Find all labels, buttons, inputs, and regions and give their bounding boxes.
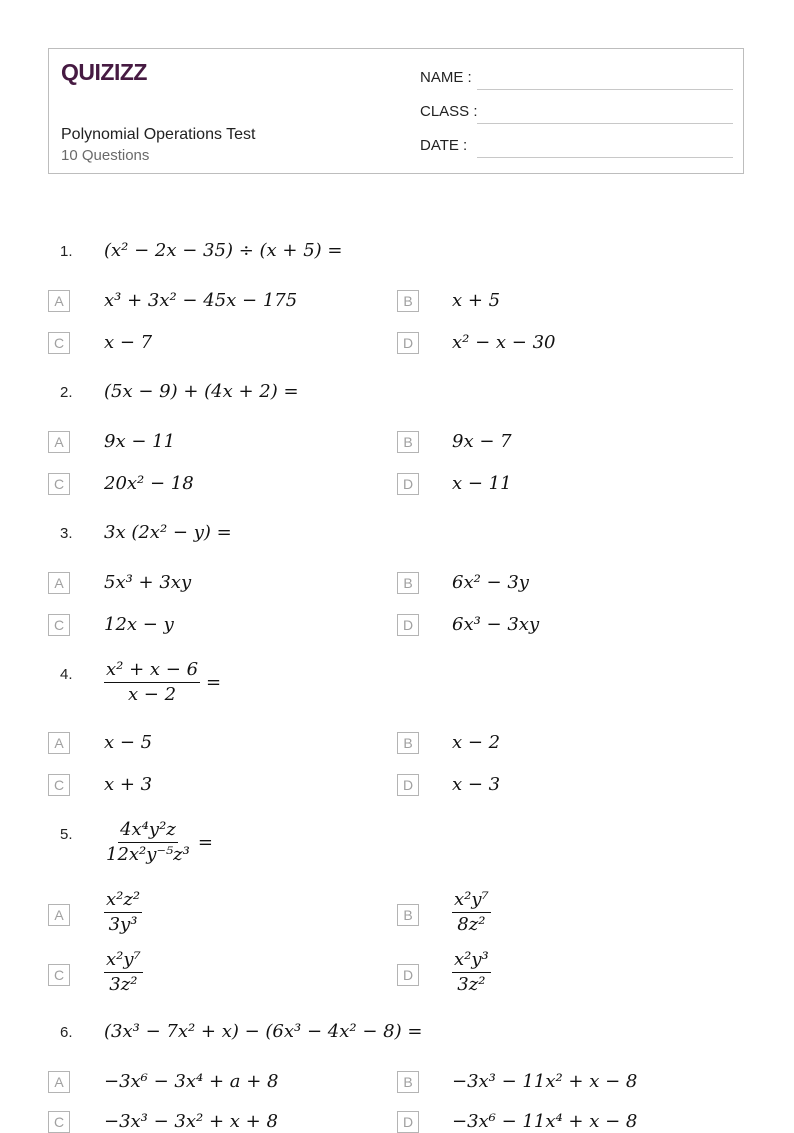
fraction: [452, 890, 491, 935]
svg-text:QUIZIZZ: QUIZIZZ: [61, 59, 147, 85]
question-text: (5x − 9) + (4x + 2) =: [104, 381, 299, 402]
fraction: [104, 890, 142, 935]
page-title: Polynomial Operations Test: [61, 126, 256, 143]
quizizz-logo: [61, 59, 153, 90]
option-letter-box[interactable]: C: [48, 774, 70, 796]
question-number: 3.: [60, 525, 73, 542]
denominator: 3z²: [457, 974, 486, 995]
option-text: x − 2: [452, 732, 501, 753]
fraction: [104, 950, 143, 995]
question-count: 10 Questions: [61, 147, 150, 164]
option-letter-box[interactable]: C: [48, 332, 70, 354]
question-number: 4.: [60, 666, 73, 683]
option-letter-box[interactable]: C: [48, 964, 70, 986]
option-text: 20x² − 18: [104, 473, 194, 494]
option-letter-box[interactable]: A: [48, 904, 70, 926]
option-letter-box[interactable]: B: [397, 904, 419, 926]
fraction: [104, 660, 200, 705]
option-letter-box[interactable]: D: [397, 614, 419, 636]
option-text: x + 3: [104, 774, 153, 795]
date-label: DATE :: [420, 137, 468, 154]
numerator: x²y⁷: [452, 890, 491, 913]
option-letter-box[interactable]: A: [48, 431, 70, 453]
option-text: [104, 950, 143, 995]
numerator: x²y³: [452, 950, 491, 973]
option-letter-box[interactable]: D: [397, 473, 419, 495]
option-letter-box[interactable]: A: [48, 732, 70, 754]
option-text: x − 11: [452, 473, 512, 494]
option-letter-box[interactable]: A: [48, 290, 70, 312]
option-text: −3x³ − 3x² + x + 8: [104, 1111, 278, 1132]
option-letter-box[interactable]: D: [397, 774, 419, 796]
class-field[interactable]: [477, 123, 733, 124]
option-letter-box[interactable]: C: [48, 614, 70, 636]
equals-sign: =: [206, 671, 222, 693]
option-text: [104, 890, 142, 935]
option-letter-box[interactable]: B: [397, 431, 419, 453]
option-letter-box[interactable]: A: [48, 572, 70, 594]
option-text: 9x − 11: [104, 431, 176, 452]
option-text: 12x − y: [104, 614, 174, 635]
question-text: [104, 660, 221, 705]
option-text: x + 5: [452, 290, 501, 311]
denominator: 3y³: [108, 914, 138, 935]
numerator: x² + x − 6: [104, 660, 200, 683]
option-letter-box[interactable]: D: [397, 1111, 419, 1133]
option-text: −3x⁶ − 3x⁴ + a + 8: [104, 1071, 279, 1092]
equals-sign: =: [197, 831, 213, 853]
option-letter-box[interactable]: D: [397, 964, 419, 986]
name-field[interactable]: [477, 89, 733, 90]
option-text: −3x⁶ − 11x⁴ + x − 8: [452, 1111, 638, 1132]
question-number: 2.: [60, 384, 73, 401]
question-text: [104, 820, 213, 865]
option-letter-box[interactable]: D: [397, 332, 419, 354]
fraction: [452, 950, 491, 995]
option-letter-box[interactable]: B: [397, 1071, 419, 1093]
question-text: 3x (2x² − y) =: [104, 522, 232, 543]
numerator: 4x⁴y²z: [118, 820, 178, 843]
question-text: (x² − 2x − 35) ÷ (x + 5) =: [104, 240, 343, 261]
denominator: 3z²: [109, 974, 138, 995]
worksheet-header: [48, 48, 744, 174]
numerator: x²y⁷: [104, 950, 143, 973]
option-text: 6x² − 3y: [452, 572, 529, 593]
option-text: x² − x − 30: [452, 332, 556, 353]
option-text: [452, 890, 491, 935]
option-letter-box[interactable]: B: [397, 732, 419, 754]
question-number: 1.: [60, 243, 73, 260]
numerator: x²z²: [104, 890, 142, 913]
fraction: [104, 820, 192, 865]
option-text: x − 7: [104, 332, 153, 353]
denominator: 12x²y⁻⁵z³: [106, 844, 190, 865]
option-letter-box[interactable]: C: [48, 1111, 70, 1133]
option-text: x³ + 3x² − 45x − 175: [104, 290, 298, 311]
name-label: NAME :: [420, 69, 472, 86]
option-letter-box[interactable]: B: [397, 572, 419, 594]
question-number: 6.: [60, 1024, 73, 1041]
denominator: x − 2: [127, 684, 177, 705]
class-label: CLASS :: [420, 103, 478, 120]
question-number: 5.: [60, 826, 73, 843]
option-text: −3x³ − 11x² + x − 8: [452, 1071, 638, 1092]
option-letter-box[interactable]: C: [48, 473, 70, 495]
option-text: [452, 950, 491, 995]
option-text: 9x − 7: [452, 431, 512, 452]
option-text: x − 5: [104, 732, 153, 753]
option-letter-box[interactable]: A: [48, 1071, 70, 1093]
question-text: (3x³ − 7x² + x) − (6x³ − 4x² − 8) =: [104, 1021, 423, 1042]
option-letter-box[interactable]: B: [397, 290, 419, 312]
date-field[interactable]: [477, 157, 733, 158]
option-text: 6x³ − 3xy: [452, 614, 540, 635]
option-text: x − 3: [452, 774, 501, 795]
denominator: 8z²: [457, 914, 486, 935]
option-text: 5x³ + 3xy: [104, 572, 192, 593]
